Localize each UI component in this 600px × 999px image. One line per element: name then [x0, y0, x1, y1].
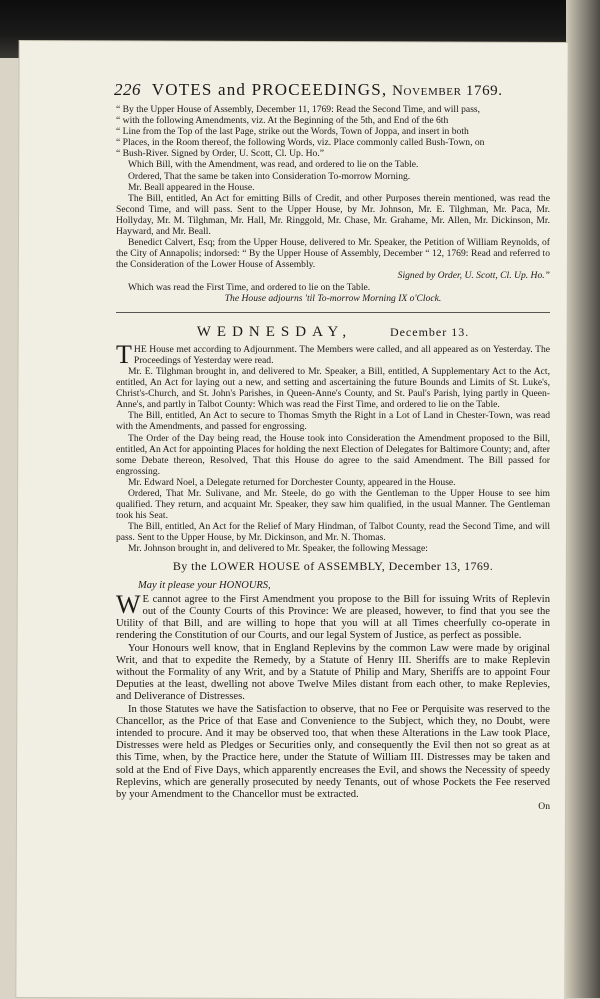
paragraph: In those Statutes we have the Satisfaction to observe, that no Fee or Perquisite was reserved to the Chancellor, as the Price of that Ease and Convenience to the Subject, which they, no Doubt, were intended to procure. And it may be observed too, that when these Alterations in the Law took Place, Distresses were held as Pledges or Securities only, and consequently the Evil then not so great as at this Time, when, by the Practice here, under the Statute of William III. Distresses may be taken and sold at the End of Five Days, which apparently encreases the Evil, and shows the Necessity of speedy Replevins, which are generally prosecuted by needy Tenants, out of whose Pockets the Fee reserved by your Amendment to the Chancellor must be extracted.	[116, 703, 550, 800]
paragraph: The Bill, entitled, An Act for emitting Bills of Credit, and other Purposes therein mentioned, was read the Second Time, and will pass. Sent to the Upper House, by Mr. Johnson, Mr. E. Tilghman, Mr. Paca, Mr. Hollyday, Mr. M. Tilghman, Mr. Hall, Mr. Ringgold, Mr. Chase, Mr. Grahame, Mr. Allen, Mr. Dickinson, Mr. Hayward, and Mr. Beall.	[116, 192, 550, 238]
message-heading: By the LOWER HOUSE of ASSEMBLY, December 13, 1769.	[172, 558, 494, 573]
quote-line: “ Line from the Top of the last Page, strike out the Words, Town of Joppa, and insert in both	[116, 126, 469, 138]
adjournment-line: The House adjourns 'til To-morrow Morning IX o'Clock.	[224, 292, 442, 304]
paragraph: Which Bill, with the Amendment, was read, and ordered to lie on the Table.	[128, 159, 419, 171]
scanner-edge-right	[566, 0, 600, 998]
paragraph: Mr. Edward Noel, a Delegate returned for Dorchester County, appeared in the House.	[128, 476, 456, 488]
paragraph: Ordered, That Mr. Sulivane, and Mr. Steele, do go with the Gentleman to the Upper House to see him qualified. They return, and acquaint Mr. Speaker, they saw him qualified, in the usual Manner. The Gentleman took his Seat.	[116, 488, 550, 522]
quote-line: “ By the Upper House of Assembly, December 11, 1769: Read the Second Time, and will pass,	[116, 104, 481, 115]
day-heading	[116, 323, 550, 340]
page-number: 226	[114, 80, 141, 99]
catchword: On	[538, 801, 550, 813]
drop-cap: T	[116, 339, 132, 369]
paragraph: Your Honours well know, that in England Replevins by the common Law were made by original Writ, and that to expedite the Remedy, by a Statute of Henry III. Sheriffs are to make Replevin without the Formality of any Writ, and by a Statute of Philip and Mary, Sheriffs are to appoint Four Deputies at the least, dwelling not above Twelve Miles distant from each other, to make Replevies, and Deliverance of Distresses.	[116, 642, 550, 703]
paragraph: Mr. Beall appeared in the House.	[128, 181, 255, 193]
quote-line: “ Places, in the Room thereof, the following Words, viz. Place commonly called Bush-Town, on	[116, 137, 485, 149]
paragraph: Which was read the First Time, and ordered to lie on the Table.	[128, 281, 371, 293]
paragraph: The Bill, entitled, An Act to secure to Thomas Smyth the Right in a Lot of Land in Chester-Town, was read with the Amendments, and passed for engrossing.	[116, 410, 550, 433]
day-name: WEDNESDAY,	[196, 323, 353, 340]
paragraph: The Order of the Day being read, the House took into Consideration the Amendment proposed to the Bill, entitled, An Act for appointing Places for holding the next Election of Delegates for Baltimore County; and, after some Debate thereon, Resolved, That this House do agree to the said Amendment. The Bill passed for engrossing.	[116, 432, 551, 477]
quote-line: “ Bush-River. Signed by Order, U. Scott, Cl. Up. Ho.”	[116, 148, 324, 160]
page-month: November 1769.	[392, 83, 503, 99]
paragraph: Mr. E. Tilghman brought in, and delivered to Mr. Speaker, a Bill, entitled, A Supplementary Act to the Act, entitled, An Act for laying out a new, and setting and ascertaining the future Bounds and Limits of St. Luke's, Christ's-Church, and St. John's Parishes, in Queen-Anne's County, and St. Paul's Parish, lying partly in Queen-Anne's, and partly in Talbot County: Which was read the First Time, and ordered to lie on the Table.	[116, 365, 550, 411]
signature-line: Signed by Order, U. Scott, Cl. Up. Ho.”	[397, 270, 550, 282]
paragraph: Benedict Calvert, Esq; from the Upper House, delivered to Mr. Speaker, the Petition of William Reynolds, of the City of Annapolis; indorsed: “ By the Upper House of Assembly, December “ 12, 1769: Read and referred to the Consideration of the Lower House of Assembly.	[116, 237, 550, 271]
drop-cap: W	[116, 589, 141, 619]
paragraph: THE House met according to Adjournment. The Members were called, and all appeared as on Yesterday. The Proceedings of Yesterday were read.	[116, 339, 550, 369]
salutation: May it please your HONOURS,	[138, 579, 271, 591]
day-date: December 13.	[389, 324, 470, 339]
paragraph: The Bill, entitled, An Act for the Relief of Mary Hindman, of Talbot County, read the Second Time, and will pass. Sent to the Upper House, by Mr. Dickinson, and Mr. N. Thomas.	[116, 521, 550, 544]
paragraph: Ordered, That the same be taken into Consideration To-morrow Morning.	[128, 170, 411, 182]
page-header	[114, 80, 554, 100]
quote-line: “ with the following Amendments, viz. At the Beginning of the 5th, and End of the 6th	[116, 115, 449, 127]
paragraph: W E cannot agree to the First Amendment you propose to the Bill for issuing Writs of Replevin out of the County Courts of this Province: We are pleased, however, to find that you see the Utility of that Bill, and are willing to hope that you will at all Times cheerfully co-operate in rendering the Constitution of our Courts, and our legal System of Justice, as perfect as possible.	[116, 589, 550, 642]
page-body	[116, 104, 550, 812]
page-title: VOTES and PROCEEDINGS,	[151, 80, 388, 99]
paragraph: Mr. Johnson brought in, and delivered to Mr. Speaker, the following Message:	[128, 543, 428, 555]
message-body	[116, 589, 550, 801]
section-divider	[116, 312, 550, 313]
